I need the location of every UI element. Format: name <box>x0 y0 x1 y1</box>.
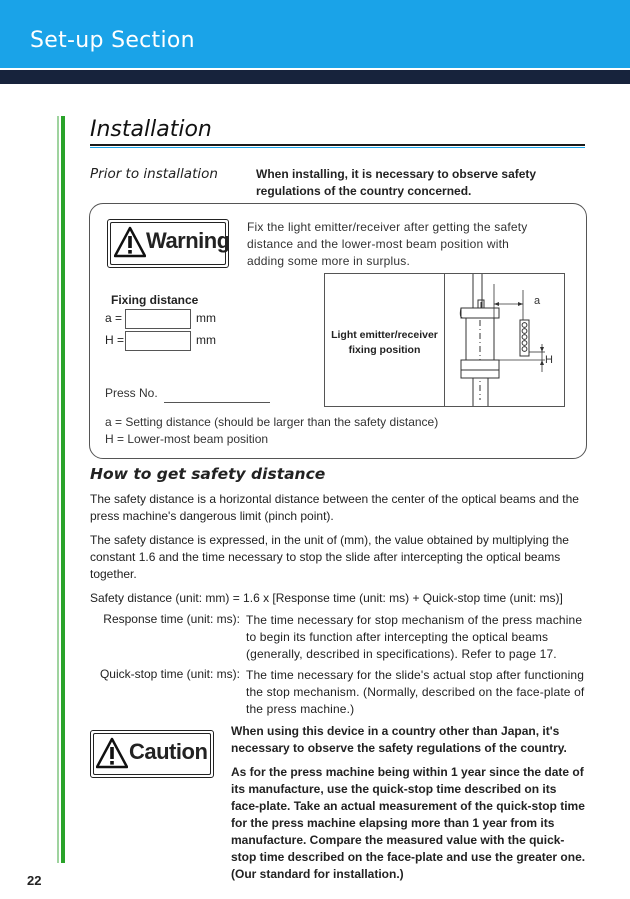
quick-stop-term: Quick-stop time (unit: ms): <box>99 667 240 681</box>
fixing-distance-title: Fixing distance <box>111 293 199 307</box>
press-diagram <box>445 274 564 406</box>
title-underline-accent <box>90 147 585 148</box>
page-number: 22 <box>27 873 42 888</box>
warning-triangle-icon <box>114 226 146 258</box>
caution-triangle-icon <box>96 737 128 769</box>
caution-label <box>90 730 214 778</box>
safety-paragraph-2: The safety distance is expressed, in the unit of (mm), the value obtained by multiplying the constant 1.6 and the time necessary to stop the slide after intercepting the optical beams together. <box>90 533 569 581</box>
note-a: a = Setting distance (should be larger than the safety distance) <box>105 415 439 429</box>
response-time-term: Response time (unit: ms): <box>103 612 240 626</box>
caution-text-2: As for the press machine being within 1 year since the date of its manufacture, use the quick-stop time described on its face-plate. Take an actual measurement of the quick-stop time for the press machine elapsing more than 1 year from its manufacture. Compare the measured value with the quick-stop time described on the face-plate and use the greater one. (Our standard for installation.) <box>231 765 586 881</box>
fixing-diagram <box>324 273 565 407</box>
h-field[interactable] <box>125 331 191 351</box>
warning-label <box>107 219 229 268</box>
h-unit: mm <box>196 333 216 347</box>
press-no-label: Press No. <box>105 386 158 400</box>
press-no-line <box>164 402 270 403</box>
prior-label: Prior to installation <box>90 166 218 182</box>
header-rule <box>0 70 630 84</box>
note-h: H = Lower-most beam position <box>105 432 269 446</box>
caution-text-1: When using this device in a country other than Japan, it's necessary to observe the safety regulations of the country. <box>231 724 567 755</box>
caution-word: Caution <box>129 739 208 764</box>
quick-stop-definition: The time necessary for the slide's actual stop after functioning the stop mechanism. (Normally, described on the face-plate of the press machine.) <box>246 668 585 716</box>
h-label: H = <box>105 333 125 347</box>
section-title: Set-up Section <box>30 28 195 53</box>
safety-formula: Safety distance (unit: mm) = 1.6 x [Response time (unit: ms) + Quick-stop time (unit: ms)] <box>90 591 563 605</box>
margin-accent <box>61 116 65 863</box>
response-time-definition: The time necessary for stop mechanism of the press machine to begin its function after intercepting the optical beams (generally, described in specifications). Refer to page 17. <box>246 613 583 661</box>
a-unit: mm <box>196 311 216 325</box>
a-field[interactable] <box>125 309 191 329</box>
diagram-h-label: H <box>545 354 553 366</box>
diagram-label: Light emitter/receiver fixing position <box>331 329 438 356</box>
warning-text: Fix the light emitter/receiver after getting the safety distance and the lower-most beam position with adding some more in surplus. <box>247 220 528 268</box>
a-label: a = <box>105 311 123 325</box>
diagram-a-label: a <box>534 295 541 307</box>
title-underline <box>90 144 585 146</box>
prior-text: When installing, it is necessary to observe safety regulations of the country concerned. <box>256 167 537 198</box>
warning-word: Warning <box>146 228 230 253</box>
safety-distance-title: How to get safety distance <box>90 465 326 483</box>
safety-paragraph-1: The safety distance is a horizontal distance between the center of the optical beams and the press machine's dangerous limit (pinch point). <box>90 492 579 523</box>
installation-title: Installation <box>90 117 212 142</box>
margin-accent-light <box>57 116 59 863</box>
